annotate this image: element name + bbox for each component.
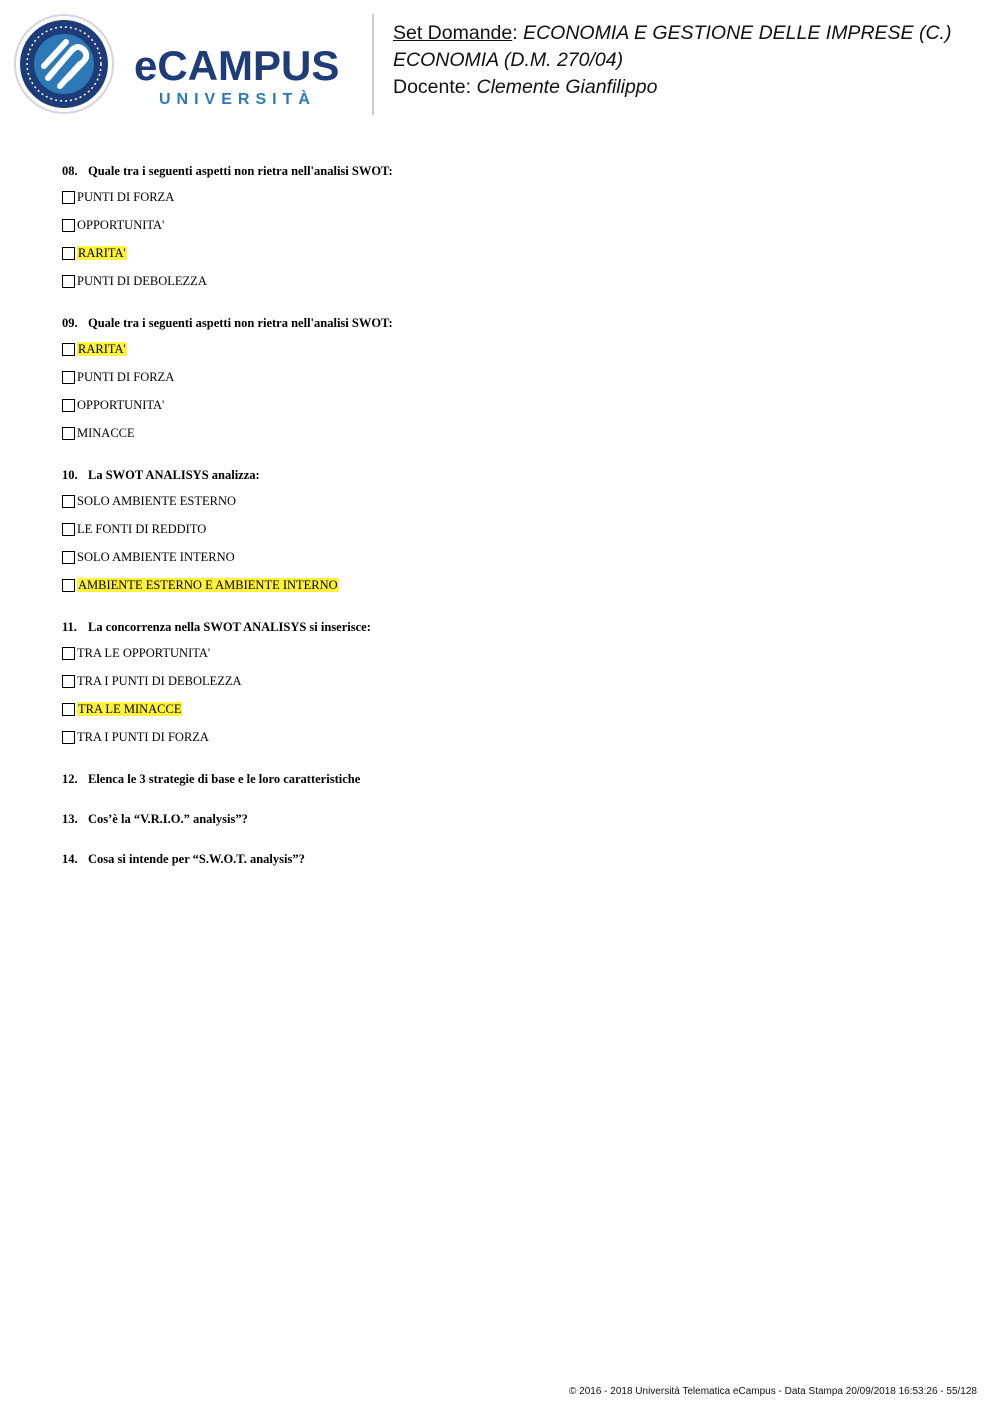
option-label: SOLO AMBIENTE ESTERNO [77,494,237,508]
answer-option-correct[interactable] [62,245,962,262]
option-label: OPPORTUNITA' [77,218,165,232]
open-question-12 [62,771,962,788]
answer-option[interactable] [62,397,962,414]
question-title [62,619,962,636]
answer-checkbox[interactable] [62,647,75,660]
answer-option[interactable] [62,189,962,206]
answer-option[interactable] [62,673,962,690]
logo-wordmark [134,42,339,108]
answer-option[interactable] [62,493,962,510]
option-label: TRA LE OPPORTUNITA' [77,646,211,660]
question-text: Elenca le 3 strategie di base e le loro caratteristiche [88,772,361,786]
answer-checkbox[interactable] [62,551,75,564]
option-label-highlighted: AMBIENTE ESTERNO E AMBIENTE INTERNO [78,578,338,592]
answer-checkbox[interactable] [62,427,75,440]
answer-option[interactable] [62,549,962,566]
question-text: Cosa si intende per “S.W.O.T. analysis”? [88,852,305,866]
question-number: 08. [62,164,78,178]
option-label: PUNTI DI DEBOLEZZA [77,274,207,288]
question-11 [62,619,962,746]
option-label: TRA I PUNTI DI DEBOLEZZA [77,674,242,688]
option-label: OPPORTUNITA' [77,398,165,412]
header-divider [372,14,374,115]
question-text: La concorrenza nella SWOT ANALISYS si inserisce: [88,620,371,634]
answer-option[interactable] [62,217,962,234]
option-label: PUNTI DI FORZA [77,190,175,204]
course-title-2: ECONOMIA (D.M. 270/04) [393,49,624,71]
option-label: MINACCE [77,426,135,440]
question-08 [62,163,962,290]
answer-option[interactable] [62,425,962,442]
ecampus-logo [14,12,364,118]
answer-checkbox[interactable] [62,495,75,508]
option-label: TRA I PUNTI DI FORZA [77,730,209,744]
question-09 [62,315,962,442]
question-text: Quale tra i seguenti aspetti non rietra nell'analisi SWOT: [88,316,393,330]
question-10 [62,467,962,594]
answer-option[interactable] [62,369,962,386]
question-number: 10. [62,468,78,482]
option-label: LE FONTI DI REDDITO [77,522,207,536]
page-header [0,0,1000,125]
answer-option-correct[interactable] [62,577,962,594]
teacher-label: Docente: [393,76,472,98]
question-title [62,163,962,180]
course-title-1: ECONOMIA E GESTIONE DELLE IMPRESE (C.) [523,22,952,44]
course-line-1 [393,20,983,47]
answer-checkbox[interactable] [62,703,75,716]
open-question-13 [62,811,962,828]
answer-checkbox[interactable] [62,399,75,412]
answer-option[interactable] [62,273,962,290]
course-line-2 [393,47,983,74]
question-text: Cos’è la “V.R.I.O.” analysis”? [88,812,248,826]
answer-checkbox[interactable] [62,247,75,260]
answer-checkbox[interactable] [62,191,75,204]
open-question-14 [62,851,962,868]
svg-text:eCAMPUS: eCAMPUS [134,42,340,89]
option-label-highlighted: TRA LE MINACCE [78,702,182,716]
option-label-highlighted: RARITA' [78,342,126,356]
answer-checkbox[interactable] [62,275,75,288]
answer-checkbox[interactable] [62,371,75,384]
answer-option[interactable] [62,645,962,662]
teacher-line [393,74,983,101]
page-footer: © 2016 - 2018 Università Telematica eCampus - Data Stampa 20/09/2018 16:53:26 - 55/128 [569,1386,977,1397]
question-text: La SWOT ANALISYS analizza: [88,468,260,482]
answer-checkbox[interactable] [62,579,75,592]
question-number: 11. [62,620,77,634]
answer-option[interactable] [62,729,962,746]
answer-checkbox[interactable] [62,343,75,356]
question-number: 09. [62,316,78,330]
question-text: Quale tra i seguenti aspetti non rietra nell'analisi SWOT: [88,164,393,178]
set-label: Set Domande [393,22,513,44]
option-label: SOLO AMBIENTE INTERNO [77,550,235,564]
answer-checkbox[interactable] [62,675,75,688]
question-number: 12. [62,772,78,786]
option-label: PUNTI DI FORZA [77,370,175,384]
option-label-highlighted: RARITA' [78,246,126,260]
answer-checkbox[interactable] [62,523,75,536]
question-number: 13. [62,812,78,826]
set-separator: : [512,22,518,44]
answer-checkbox[interactable] [62,219,75,232]
question-title [62,315,962,332]
question-number: 14. [62,852,78,866]
answer-option-correct[interactable] [62,701,962,718]
answer-option-correct[interactable] [62,341,962,358]
question-title [62,467,962,484]
svg-text:UNIVERSITÀ: UNIVERSITÀ [159,91,316,108]
teacher-name: Clemente Gianfilippo [476,76,658,98]
answer-checkbox[interactable] [62,731,75,744]
answer-option[interactable] [62,521,962,538]
question-list [62,163,962,891]
course-info [393,20,983,101]
